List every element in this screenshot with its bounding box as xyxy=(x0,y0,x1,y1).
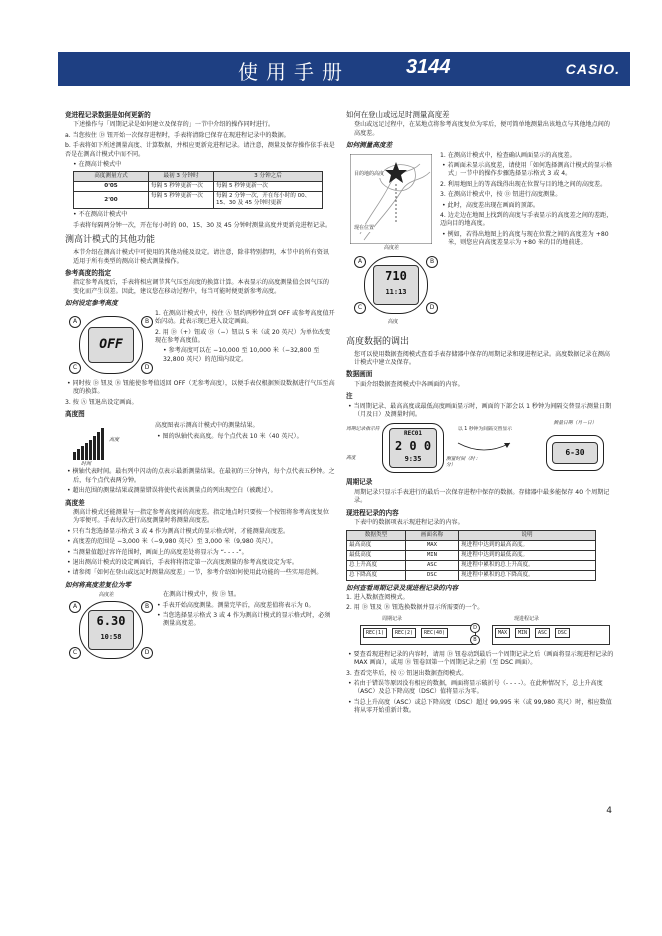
table-header: 高度测量方式 xyxy=(74,172,149,182)
graph-axis-label: 时间 xyxy=(81,461,92,468)
step: 2. 利用地图上的等高线得出现在位置与目的地之间的高度差。 xyxy=(440,180,607,188)
table-row xyxy=(74,182,323,192)
section-title: 高度图 xyxy=(65,409,85,418)
figure-label: 周期记录指示符 xyxy=(346,427,380,433)
display-date: 6-30 xyxy=(565,448,585,458)
table-cell: 现进程中达到的最低高度。 xyxy=(459,550,596,560)
record-screen: REC(40) xyxy=(421,628,448,638)
section-title: 高度差 xyxy=(65,498,85,507)
paragraph: a. 当您按住 Ⓓ 钮开始一次保存进程时，手表将清除已保存在现进程记录中的数据。 xyxy=(65,131,290,139)
section-title: 现进程记录的内容 xyxy=(346,508,399,517)
reset-figure xyxy=(65,591,335,665)
step: 1. 在测高计模式中，检查确认画面显示的高度差。 xyxy=(440,151,576,159)
table-cell: 每隔 5 秒钟更新一次 xyxy=(149,192,214,209)
setting-figure xyxy=(65,310,335,380)
table-header: 说明 xyxy=(459,530,596,540)
display-time: 9:35 xyxy=(404,455,422,464)
paragraph: 您可以使用数据查阅模式查看手表存储器中保存的周期记录和现进程记录。高度数据记录在测高计模式中建立及保存。 xyxy=(354,350,610,367)
header-bar xyxy=(58,52,630,86)
display-record: REC01 xyxy=(403,430,423,438)
table-cell: ASC xyxy=(406,560,459,570)
procedure-title: 如何将高度差复位为零 xyxy=(65,580,131,589)
record-screen: ASC xyxy=(535,628,550,638)
paragraph: 测高计模式还能测量与一指定参考高度间的高度差。指定地点时只要按一个按钮将参考高度复位为零便可。手表每次进行高度测量时将测量高度差。 xyxy=(73,508,329,525)
button-c-icon: C xyxy=(69,647,81,659)
record-screen: MAX xyxy=(495,628,510,638)
paragraph: 手表将每隔两分钟一次，开在每小时的 00、15、30 及 45 分钟时测量高度并更新竞进程记录。 xyxy=(73,221,332,229)
bullet: • 当您选择显示格式 3 或 4 作为测高计模式的显示格式时，必须测量高度差。 xyxy=(157,612,331,628)
record-content-table xyxy=(346,530,596,581)
section-title: 周期记录 xyxy=(346,478,373,487)
record-screen: MIN xyxy=(515,628,530,638)
table-row xyxy=(347,540,596,550)
map-steps xyxy=(440,152,618,250)
bullet: • 在测高计模式中 xyxy=(73,161,122,169)
watch-display xyxy=(389,428,437,468)
table-cell: 最高高度 xyxy=(347,540,406,550)
section-heading: 测高计模式的其他功能 xyxy=(65,235,156,246)
paragraph: 本节介绍在测高计模式中可使用的其他功能及设定。请注意，除非特别指明，本节中的所有资讯适用于所有类型的测高计模式测量操作。 xyxy=(73,249,329,265)
button-b-icon: B xyxy=(141,316,153,328)
step: 1. 在测高计模式中，按住 Ⓐ 钮约两秒钟直到 OFF 或参考高度值开始闪动。此表示现已进入设定画面。 xyxy=(155,309,335,326)
table-cell: 每隔 2 分钟一次，开在每小时的 00、15、30 及 45 分钟时更新 xyxy=(214,192,323,209)
table-row xyxy=(347,560,596,570)
bullet: • 若由于错误等原因没有相应的数据，画面将显示破折号（- - - -）。在此种情况下，总上升高度（ASC）及总下降高度（DSC）值将显示为零。 xyxy=(348,679,603,696)
table-cell: DSC xyxy=(406,570,459,580)
bullet: • 横轴代表时间。最右列中闪动的点表示最新测量结果。在最初的三分钟内，每个点代表五秒钟。之后，每个点代表两分钟。 xyxy=(67,468,335,484)
map-goal-label: 目的地的高度 xyxy=(354,170,385,177)
table-cell: 0'05 xyxy=(74,182,149,192)
left-column xyxy=(65,108,335,665)
figure-label: 以 1 秒钟为间隔交替显示 xyxy=(457,427,513,433)
paragraph: 在测高计模式中，按 Ⓓ 钮。 xyxy=(163,591,240,599)
bullet: • 超出范围的测量结果或测量错误将使代表该测量点的列出现空白（被跳过）。 xyxy=(67,487,277,495)
paragraph: b. 手表将如下所述测量高度、计算数据，并相应更新竞进程记录。请注意，测量及保存操作依手表是否是在测高计模式中而不同。 xyxy=(65,142,335,158)
section-title: 竞进程记录数据是如何更新的 xyxy=(65,111,151,119)
note: • 当周期记录、最高高度或最低高度画面显示时，画面的下部会以 1 秒钟为间隔交替显示测量日期（月及日）及测量时间。 xyxy=(348,402,612,419)
table-cell: 现进程中达到的最高高度。 xyxy=(459,540,596,550)
section-heading: 高度数据的调出 xyxy=(346,336,410,347)
display-value: 6.30 xyxy=(96,614,126,629)
paragraph: 下面介绍数据查阅模式中各画面的内容。 xyxy=(354,380,464,388)
table-header: 最初 3 分钟时 xyxy=(149,172,214,182)
manual-title: 使用手册 xyxy=(238,60,350,84)
display-time: 11:13 xyxy=(385,287,407,296)
reset-text xyxy=(155,591,335,631)
bullet: • 不在测高计模式中 xyxy=(73,211,128,219)
watch-caption: 高度 xyxy=(388,318,399,325)
procedure-title: 如何查看周期记录及现进程记录的内容 xyxy=(346,583,459,592)
step: 2. 用 Ⓓ 钮及 Ⓑ 钮选换数据并显示所需要的一个。 xyxy=(346,604,484,612)
figure-label: 高度 xyxy=(346,456,356,462)
table-cell: 每隔 5 秒钟更新一次 xyxy=(214,182,323,192)
altitude-graph-icon xyxy=(71,422,141,464)
table-row xyxy=(347,550,596,560)
table-cell: 每隔 5 秒钟更新一次 xyxy=(149,182,214,192)
figure-label: 测量日期（月－日） xyxy=(553,421,597,427)
table-row xyxy=(74,192,323,209)
table-cell: MIN xyxy=(406,550,459,560)
step: 3. 查看完毕后，按 Ⓒ 钮退出数据查阅模式。 xyxy=(346,669,468,677)
watch-display xyxy=(88,610,134,650)
table-row xyxy=(347,570,596,580)
paragraph: 高度图表示测高计模式中的测量结果。 xyxy=(155,422,259,430)
paragraph: 下述操作与「周期记录是如何建立及保存的」一节中介绍的操作同时进行。 xyxy=(73,121,275,129)
button-d-icon: D xyxy=(141,647,153,659)
period-record-group xyxy=(360,625,476,645)
table-cell: 最低高度 xyxy=(347,550,406,560)
section-title: 参考高度的指定 xyxy=(65,269,112,278)
bullet: • 当测量值超过容许范围时，画面上的高度差处将显示为 “- - - -”。 xyxy=(67,548,248,556)
button-c-icon: C xyxy=(354,302,366,314)
watch-display xyxy=(373,265,419,305)
display-time: 10:58 xyxy=(100,633,122,642)
flow-label: 现进程记录 xyxy=(514,615,540,622)
watch-display xyxy=(88,327,134,363)
paragraph: 指定参考高度后，手表将相应调节其气压至高度的换算计算。本表显示的高度测量值会因气压的变化而产生误差。因此，建议您在移动过程中，每当可能时便更新参考高度。 xyxy=(73,279,329,295)
watch-date-screen xyxy=(546,435,604,471)
graph-text xyxy=(155,422,335,443)
watch-illustration xyxy=(364,256,428,314)
button-a-icon: A xyxy=(69,601,81,613)
casio-logo: CASIO. xyxy=(565,61,620,77)
button-c-icon: C xyxy=(69,362,81,374)
note-label: 注 xyxy=(346,392,353,401)
figure-label: 测量时间（时 : 分） xyxy=(446,457,478,469)
record-screen: DSC xyxy=(555,628,570,638)
table-header: 3 分钟之后 xyxy=(214,172,323,182)
bullet: • 请参阅「如何在登山或远足时测量高度差」一节，参考介绍如何使用此功能的一些实用范例。 xyxy=(67,569,323,577)
note: • 同时按 Ⓓ 钮及 Ⓑ 钮能使参考值返回 OFF（无参考高度），以便手表仅根据预设数据进行气压至高度的换算。 xyxy=(67,379,335,396)
procedure-title: 如何测量高度差 xyxy=(346,141,393,150)
display-value: 710 xyxy=(385,268,407,283)
paragraph: 下表中的数据项表示现进程记录的内容。 xyxy=(354,519,464,527)
table-cell: 总上升高度 xyxy=(347,560,406,570)
step: 3. 按 Ⓐ 钮退出设定画面。 xyxy=(65,398,138,406)
table-cell: MAX xyxy=(406,540,459,550)
record-screen: REC(2) xyxy=(392,628,416,638)
table-header: 画面名称 xyxy=(406,530,459,540)
setting-steps xyxy=(155,310,335,366)
watch-illustration xyxy=(79,316,143,374)
bullet: • 高度差的范围是 −3,000 米（−9,980 英尺）至 3,000 米（9,980 英尺）。 xyxy=(67,538,277,546)
bullet: • 例如，若得出地图上的高度与现在位置之间的高度差为 +80 米，则您应向高度差显示为 +80 米的目的地前进。 xyxy=(442,230,609,247)
map-current-label: 现在位置 xyxy=(354,224,375,231)
table-cell: 现进程中累积的总下降高度。 xyxy=(459,570,596,580)
map-diff-label: 高度差 xyxy=(384,244,400,251)
bullet: • 退出测高计模式的设定画面后，手表将将指定第一次高度测量的参考高度设定为零。 xyxy=(67,558,298,566)
step: 3. 在测高计模式中，按 Ⓓ 钮进行高度测量。 xyxy=(440,191,562,199)
update-table xyxy=(73,171,323,209)
record-screen: REC(1) xyxy=(363,628,387,638)
table-cell: 总下降高度 xyxy=(347,570,406,580)
button-d-icon: D xyxy=(426,302,438,314)
watch-display-screen xyxy=(382,423,444,473)
data-screen-figure xyxy=(346,421,616,475)
graph-figure xyxy=(65,420,335,468)
record-flow-figure xyxy=(346,615,616,649)
section-title: 数据画面 xyxy=(346,370,373,379)
map-figure xyxy=(346,152,616,332)
button-d-icon: D xyxy=(470,623,480,633)
bullet: • 图的纵轴代表高度。每个点代表 10 米（40 英尺）。 xyxy=(157,432,303,440)
button-a-icon: A xyxy=(69,316,81,328)
button-d-icon: D xyxy=(141,362,153,374)
button-b-icon: B xyxy=(470,635,480,645)
bullet: • 手表开始高度测量。测量完毕后，高度差值将表示为 0。 xyxy=(157,601,315,609)
table-header: 数据类型 xyxy=(347,530,406,540)
paragraph: 登山或远足过程中，在某地点将参考高度复位为零后，便可简单地测量出该地点与其他地点间的高度差。 xyxy=(354,121,610,137)
watch-illustration xyxy=(79,601,143,659)
model-number: 3144 xyxy=(406,56,451,78)
bullet: • 当总上升高度（ASC）或总下降高度（DSC）超过 99,995 米（或 99,980 英尺）时，相应数值将从零开始重新计数。 xyxy=(348,698,612,715)
watch-caption: 高度差 xyxy=(99,592,115,599)
step: 1. 进入数据查阅模式。 xyxy=(346,593,409,601)
bullet: • 此时，高度差出现在画面的顶部。 xyxy=(442,201,539,209)
table-cell: 现进程中累积的总上升高度。 xyxy=(459,560,596,570)
button-b-icon: B xyxy=(141,601,153,613)
page-number: 4 xyxy=(606,806,612,816)
section-title: 如何在登山或远足时测量高度差 xyxy=(346,110,450,119)
flow-label: 周期记录 xyxy=(382,615,403,622)
step: 4. 边走边在地图上找到的高度与手表显示的高度差之间的差距，迈向目的地高度。 xyxy=(440,212,613,228)
watch-display xyxy=(552,442,598,464)
bullet: • 只有当您选择显示格式 3 或 4 作为测高计模式的显示格式时，才能测量高度差。 xyxy=(67,527,290,535)
current-record-group xyxy=(492,625,610,645)
table-cell: 2'00 xyxy=(74,192,149,209)
right-column xyxy=(346,108,616,718)
display-value: 2 0 0 xyxy=(394,439,432,454)
bullet: • 若画面未显示高度差，请使用「如何选择测高计模式的显示格式」一节中的操作步骤选择显示格式 3 或 4。 xyxy=(442,162,613,178)
button-b-icon: B xyxy=(426,256,438,268)
step-note: • 参考高度可以在 −10,000 至 10,000 米（−32,800 至 32,800 英尺）的范围内设定。 xyxy=(163,347,320,363)
procedure-title: 如何设定参考高度 xyxy=(65,299,118,308)
button-a-icon: A xyxy=(354,256,366,268)
display-value: OFF xyxy=(99,336,123,352)
bullet: • 要查看现进程记录的内容时，请用 Ⓓ 钮卷动到最后一个周期记录之后（画面将显示现进程记录的 MAX 画面），或用 Ⓑ 钮卷回第一个周期记录之前（至 DSC 画面）。 xyxy=(348,650,614,667)
step: 2. 用 Ⓓ（+）钮或 Ⓑ（−）钮以 5 米（或 20 英尺）为单位改变现在参考高度值。 xyxy=(155,328,331,344)
graph-axis-label: 高度 xyxy=(109,437,120,444)
paragraph: 周期记录只显示手表进行的最后一次保存进程中保存的数据。存储器中最多能保存 40 个周期记录。 xyxy=(354,488,610,505)
